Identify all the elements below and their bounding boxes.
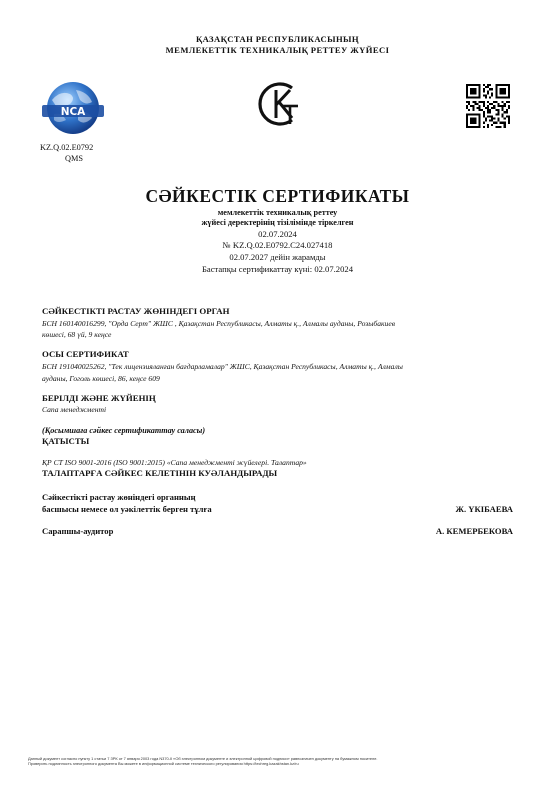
signatory-name: Ж. ҮКІБАЕВА xyxy=(455,504,513,514)
compliance-heading: ТАЛАПТАРҒА СӘЙКЕС КЕЛЕТІНІН КУӘЛАНДЫРАДЫ xyxy=(42,468,278,478)
footer-legal-note xyxy=(28,756,528,766)
body-text-2: көшесі, 68 үй, 9 кеңсе xyxy=(42,330,112,339)
footer-line-2: Проверить подлинность электронного документа Вы можете в информационной системе технического регулирования https://techreg.kazakhstan.kz/ru xyxy=(28,761,299,766)
scope-note: (Қосымшаға сәйкес сертификаттау саласы) xyxy=(42,426,206,435)
issued-heading: БЕРІЛДІ ЖӘНЕ ЖҮЙЕНІҢ xyxy=(42,393,156,403)
certificate-holder-text-1: БСН 191040025262, "Тек лицензияланған бағдарламалар" ЖШС, Қазақстан Республикасы, Алматы қ., Алмалы xyxy=(42,362,403,371)
registration-code: KZ.Q.02.E0792 xyxy=(40,143,94,152)
certificate-heading: ОСЫ СЕРТИФИКАТ xyxy=(42,349,129,359)
qr-code xyxy=(466,84,510,128)
certificate-subtitle-2: жүйесі деректерінің тізілімінде тіркелген xyxy=(201,218,354,227)
standard-text: ҚР СТ ISO 9001-2016 (ISO 9001:2015) «Сапа менеджменті жүйелері. Талаптар» xyxy=(42,458,307,467)
certificate-subtitle-1: мемлекеттік техникалық реттеу xyxy=(217,208,338,217)
header-line-2: МЕМЛЕКЕТТІК ТЕХНИКАЛЫҚ РЕТТЕУ ЖҮЙЕСІ xyxy=(165,45,390,55)
signatory-title-line-2: басшысы немесе ол уәкілеттік берген тұлға xyxy=(42,504,212,514)
certificate-valid-until: 02.07.2027 дейін жарамды xyxy=(229,252,326,262)
auditor-label: Сарапшы-аудитор xyxy=(42,526,114,536)
nca-globe-logo xyxy=(40,80,106,140)
certificate-first-issue: Бастапқы сертификаттау күні: 02.07.2024 xyxy=(201,264,353,274)
auditor-name: А. КЕМЕРБЕКОВА xyxy=(435,526,513,536)
header-line-1: ҚАЗАҚСТАН РЕСПУБЛИКАСЫНЫҢ xyxy=(196,34,359,44)
conformity-mark-logo xyxy=(252,78,304,130)
certificate-title: СӘЙКЕСТІК СЕРТИФИКАТЫ xyxy=(145,186,410,206)
footer-line-1: Данный документ согласно пункту 1 статьи 7 ЗРК от 7 января 2003 года N370-II «Об электронном документе и электронной цифровой подписи» равнозначен документу на бумажном носителе. xyxy=(28,756,378,761)
issued-text: Сапа менеджменті xyxy=(42,405,107,414)
registration-block xyxy=(40,143,108,164)
certificate-date: 02.07.2024 xyxy=(258,229,297,239)
nca-logo-text: NCA xyxy=(60,106,86,118)
body-heading: СӘЙКЕСТІКТІ РАСТАУ ЖӨНІНДЕГІ ОРГАН xyxy=(42,306,230,316)
signatory-title-line-1: Сәйкестікті растау жөніндегі органның xyxy=(42,492,196,502)
certificate-number: № KZ.Q.02.E0792.C24.027418 xyxy=(222,240,333,250)
relating-heading: ҚАТЫСТЫ xyxy=(42,436,90,446)
body-text-1: БСН 160140016299, "Орда Серт" ЖШС , Қазақстан Республикасы, Алматы қ., Алмалы ауданы, Розыбакиев xyxy=(42,319,396,328)
registration-type: QMS xyxy=(65,153,83,163)
certificate-holder-text-2: ауданы, Гоголь көшесі, 86, кеңсе 609 xyxy=(42,374,160,383)
